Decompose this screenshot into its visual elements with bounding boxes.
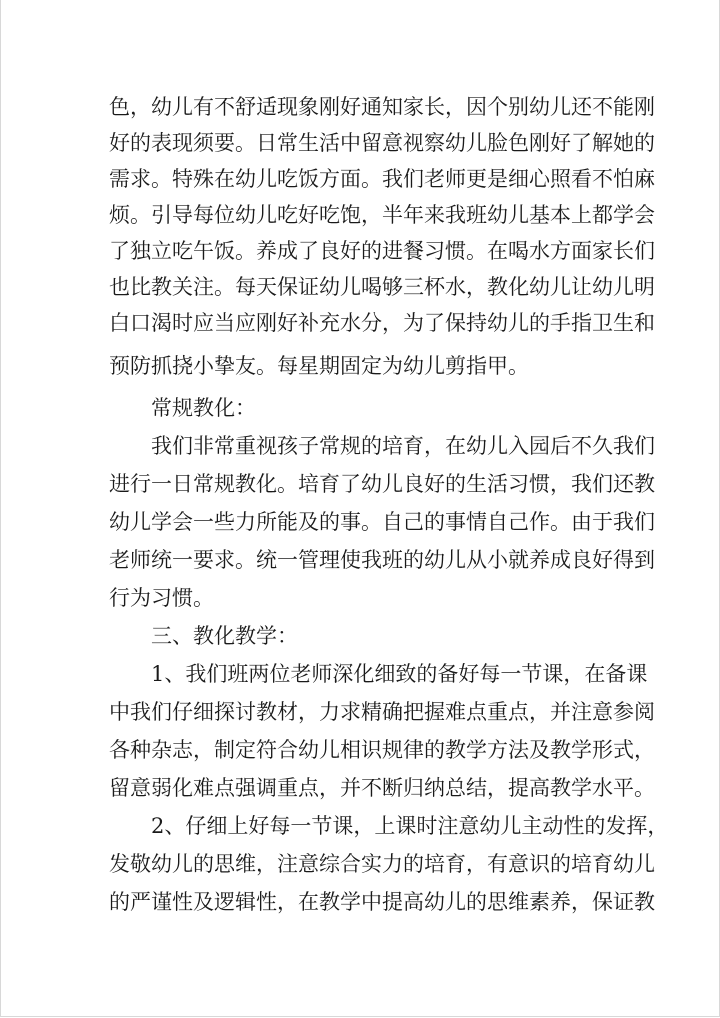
text-line: 需求。特殊在幼儿吃饭方面。我们老师更是细心照看不怕麻 [109, 167, 655, 191]
text-line: 也比教关注。每天保证幼儿喝够三杯水，教化幼儿让幼儿明 [109, 275, 655, 299]
text-line: 的严谨性及逻辑性，在教学中提高幼儿的思维素养，保证教 [109, 890, 655, 914]
text-line: 2、仔细上好每一节课，上课时注意幼儿主动性的发挥， [151, 814, 669, 838]
text-line: 发敬幼儿的思维，注意综合实力的培育，有意识的培育幼儿 [109, 852, 655, 876]
text-line: 幼儿学会一些力所能及的事。自己的事情自己作。由于我们 [109, 510, 655, 534]
section-heading: 三、教化教学： [151, 624, 298, 648]
text-line: 我们非常重视孩子常规的培育，在幼儿入园后不久我们 [151, 434, 655, 458]
text-line: 老师统一要求。统一管理使我班的幼儿从小就养成良好得到 [109, 548, 655, 572]
text-line: 好的表现须要。日常生活中留意视察幼儿脸色刚好了解她的 [109, 131, 655, 155]
section-heading: 常规教化： [151, 396, 256, 420]
text-line: 了独立吃午饭。养成了良好的进餐习惯。在喝水方面家长们 [109, 239, 655, 263]
text-line: 留意弱化难点强调重点，并不断归纳总结，提高教学水平。 [109, 776, 655, 800]
text-line: 预防抓挠小挚友。每星期固定为幼儿剪指甲。 [109, 354, 529, 378]
text-line: 进行一日常规教化。培育了幼儿良好的生活习惯，我们还教 [109, 472, 655, 496]
text-line: 烦。引导每位幼儿吃好吃饱，半年来我班幼儿基本上都学会 [109, 203, 655, 227]
text-line: 色，幼儿有不舒适现象刚好通知家长，因个别幼儿还不能刚 [109, 95, 655, 119]
text-line: 1、我们班两位老师深化细致的备好每一节课，在备课 [151, 662, 648, 686]
text-line: 行为习惯。 [109, 586, 214, 610]
text-line: 各种杂志，制定符合幼儿相识规律的教学方法及教学形式， [109, 738, 655, 762]
text-line: 中我们仔细探讨教材，力求精确把握难点重点，并注意参阅 [109, 700, 655, 724]
text-line: 白口渴时应当应刚好补充水分，为了保持幼儿的手指卫生和 [109, 311, 655, 335]
